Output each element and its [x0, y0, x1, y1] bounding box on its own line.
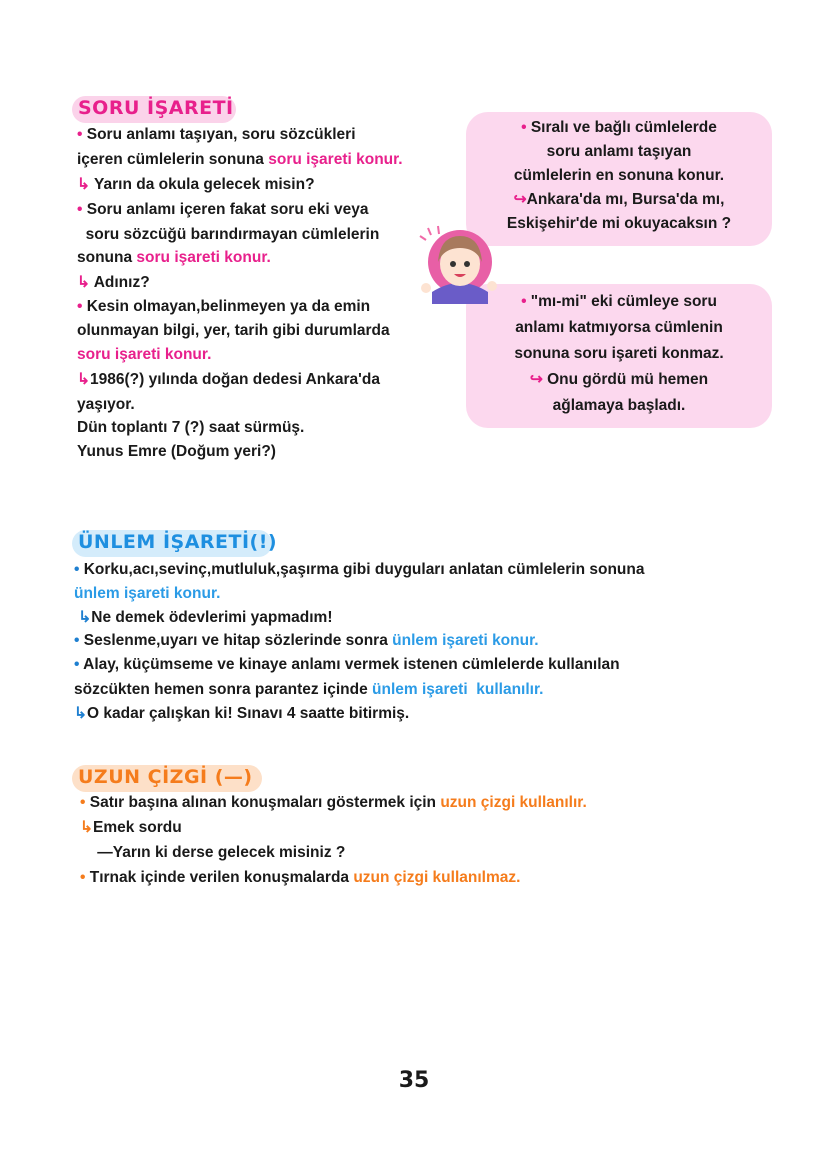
line-text: olunmayan bilgi, yer, tarih gibi durumlarda: [77, 322, 390, 339]
bullet-icon: •: [77, 298, 87, 315]
page-number: 35: [398, 1068, 430, 1093]
box2-line: [466, 369, 772, 391]
highlighted-text: soru işareti konur.: [268, 151, 403, 168]
arrow-icon: ↳: [74, 705, 87, 722]
highlighted-text: ünlem işareti kullanılır.: [372, 681, 544, 698]
unlem-line: [74, 607, 333, 629]
soru-line: [77, 320, 390, 342]
line-text: sözcükten hemen sonra parantez içinde: [74, 681, 373, 698]
arrow-icon: ↳: [77, 176, 95, 193]
bullet-icon: •: [521, 119, 531, 136]
unlem-line: [74, 679, 543, 701]
box1-line: [466, 189, 772, 211]
uzun-line: [80, 867, 520, 889]
section-title-uzun-cizgi: UZUN ÇİZGİ (—): [78, 766, 253, 788]
uzun-line: [80, 792, 587, 814]
line-text: O kadar çalışkan ki! Sınavı 4 saatte bitirmiş.: [87, 705, 410, 722]
bullet-icon: •: [77, 126, 87, 143]
unlem-line: [74, 703, 409, 725]
highlighted-text: ünlem işareti konur.: [392, 632, 539, 649]
line-text: cümlelerin en sonuna konur.: [513, 167, 725, 184]
soru-line: [77, 224, 379, 246]
line-text: anlamı katmıyorsa cümlenin: [515, 319, 723, 336]
bullet-icon: •: [74, 632, 84, 649]
line-text: Dün toplantı 7 (?) saat sürmüş.: [77, 419, 305, 436]
soru-line: [77, 149, 403, 171]
bullet-icon: •: [74, 561, 84, 578]
soru-line: [77, 199, 368, 221]
box1-line: [466, 117, 772, 139]
uzun-line: [80, 842, 345, 864]
soru-line: [77, 272, 150, 294]
line-text: Onu gördü mü hemen: [547, 371, 709, 388]
line-text: yaşıyor.: [77, 396, 135, 413]
line-text: soru sözcüğü barındırmayan cümlelerin: [77, 226, 380, 243]
unlem-line: [74, 583, 220, 605]
box1-line: [466, 165, 772, 187]
line-text: ağlamaya başladı.: [552, 397, 686, 414]
line-text: Ne demek ödevlerimi yapmadım!: [91, 609, 333, 626]
line-text: Satır başına alınan konuşmaları göstermek için: [89, 794, 441, 811]
soru-line: [77, 417, 304, 439]
line-text: Yarın da okula gelecek misin?: [94, 176, 315, 193]
line-text: "mı-mi" eki cümleye soru: [530, 293, 717, 310]
unlem-line: [74, 630, 539, 652]
line-text: Sıralı ve bağlı cümlelerde: [530, 119, 717, 136]
bullet-icon: •: [77, 201, 87, 218]
section-title-soru-isareti: SORU İŞARETİ: [78, 97, 234, 119]
line-text: soru anlamı taşıyan: [546, 143, 692, 160]
line-text: Tırnak içinde verilen konuşmalarda: [89, 869, 354, 886]
line-text: Ankara'da mı, Bursa'da mı,: [526, 191, 725, 208]
box2-line: [466, 291, 772, 313]
arrow-icon: ↳: [77, 274, 94, 291]
unlem-line: [74, 654, 620, 676]
bullet-icon: •: [80, 794, 90, 811]
soru-line: [77, 247, 271, 269]
highlighted-text: uzun çizgi kullanılmaz.: [353, 869, 521, 886]
highlighted-text: ünlem işareti konur.: [74, 585, 221, 602]
arrow-icon: ↪: [529, 371, 548, 388]
line-text: —Yarın ki derse gelecek misiniz ?: [80, 844, 346, 861]
soru-line: [77, 124, 356, 146]
soru-line: [77, 344, 211, 366]
uzun-line: [80, 817, 182, 839]
line-text: Adınız?: [93, 274, 150, 291]
highlighted-text: soru işareti konur.: [136, 249, 271, 266]
box1-line: [466, 141, 772, 163]
line-text: Soru anlamı içeren fakat soru eki veya: [86, 201, 369, 218]
soru-line: [77, 441, 276, 463]
highlighted-text: soru işareti konur.: [77, 346, 212, 363]
soru-line: [77, 369, 380, 391]
line-text: 1986(?) yılında doğan dedesi Ankara'da: [90, 371, 380, 388]
box2-line: [466, 317, 772, 339]
line-text: Korku,acı,sevinç,mutluluk,şaşırma gibi duyguları anlatan cümlelerin sonuna: [83, 561, 645, 578]
soru-line: [77, 394, 135, 416]
bullet-icon: •: [74, 656, 84, 673]
line-text: sonuna: [77, 249, 137, 266]
line-text: Kesin olmayan,belinmeyen ya da emin: [86, 298, 371, 315]
bullet-icon: •: [521, 293, 531, 310]
arrow-icon: ↪: [513, 191, 527, 208]
highlighted-text: uzun çizgi kullanılır.: [440, 794, 587, 811]
line-text: içeren cümlelerin sonuna: [77, 151, 269, 168]
box2-line: [466, 395, 772, 417]
line-text: sonuna soru işareti konmaz.: [514, 345, 724, 362]
line-text: Soru anlamı taşıyan, soru sözcükleri: [86, 126, 356, 143]
line-text: Yunus Emre (Doğum yeri?): [77, 443, 276, 460]
unlem-line: [74, 559, 644, 581]
line-text: Alay, küçümseme ve kinaye anlamı vermek istenen cümlelerde kullanılan: [83, 656, 620, 673]
soru-line: [77, 296, 370, 318]
bullet-icon: •: [80, 869, 90, 886]
arrow-icon: ↳: [80, 819, 93, 836]
arrow-icon: ↳: [74, 609, 92, 626]
section-title-unlem-isareti: ÜNLEM İŞARETİ(!): [78, 531, 278, 553]
line-text: Seslenme,uyarı ve hitap sözlerinde sonra: [83, 632, 393, 649]
box1-line: [466, 213, 772, 235]
line-text: Eskişehir'de mi okuyacaksın ?: [506, 215, 732, 232]
line-text: Emek sordu: [93, 819, 182, 836]
box2-line: [466, 343, 772, 365]
soru-line: [77, 174, 315, 196]
arrow-icon: ↳: [77, 371, 90, 388]
